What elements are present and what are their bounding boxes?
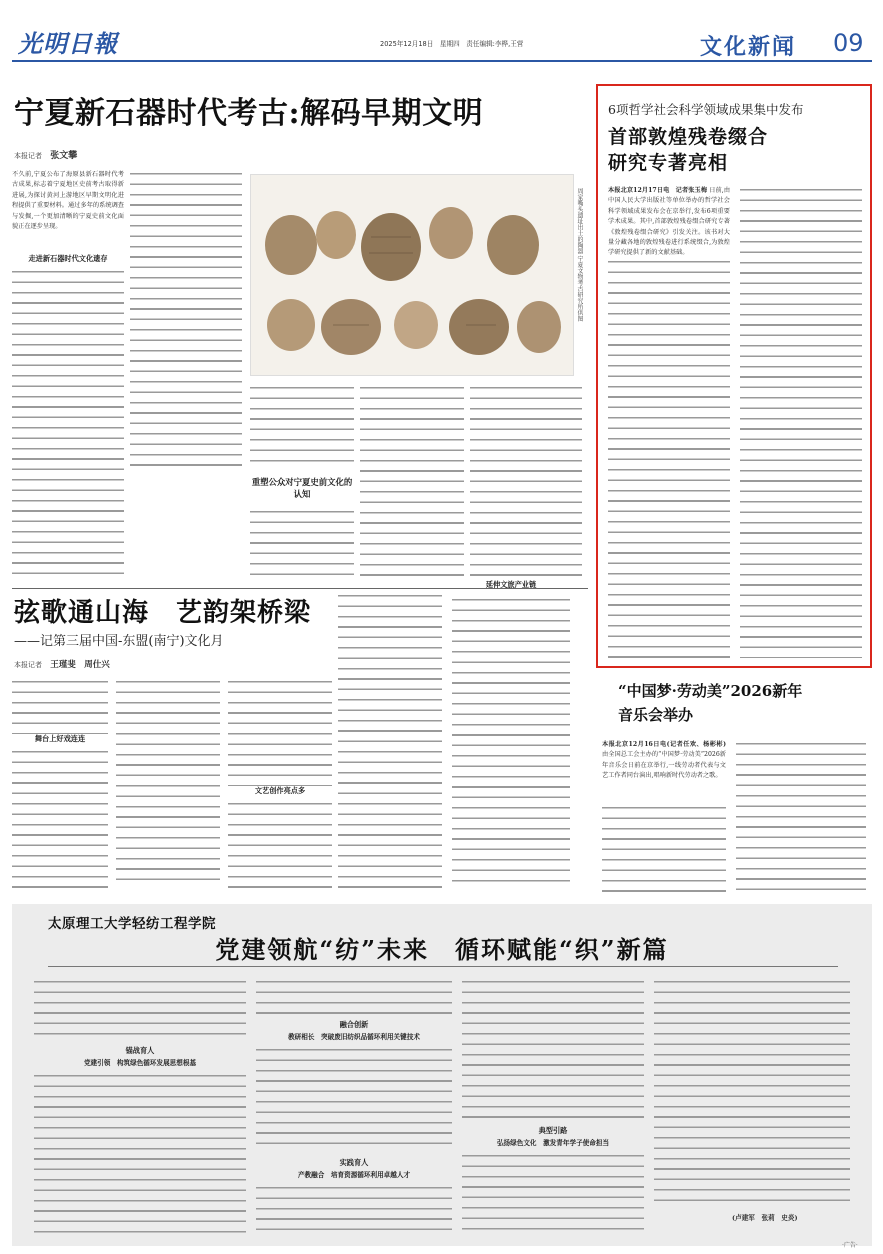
subhead-industry: 延伸文旅产业链 [485,580,537,589]
article-new-year-concert [598,680,872,894]
ad-section1-subtitle: 党建引领 构筑绿色循环发展思想根基 [83,1059,197,1067]
article-headline: 宁夏新石器时代考古:解码早期文明 [14,96,484,131]
body-text-col1a [12,678,108,734]
body-text-col2 [736,740,866,892]
ad-section3-title: 实践育人 [339,1158,369,1167]
byline-name: 张文攀 [50,151,78,161]
ad-body-col2a [256,978,452,1018]
subhead-stage: 舞台上好戏连连 [34,734,86,743]
body-text-col1 [602,804,726,892]
ad-body-col4 [654,978,850,1210]
body-text-col3b [250,508,354,580]
subhead-neolithic-remains: 走进新石器时代文化遗存 [28,254,108,263]
body-text-col4 [338,592,442,888]
ad-section3-subtitle: 产教融合 培育资源循环利用卓越人才 [297,1171,411,1179]
ad-rule [48,966,838,967]
page-number: 09 [833,29,864,57]
pottery-illustration [251,175,573,375]
article-headline-line1: 首部敦煌残卷缀合 [608,126,769,148]
body-text-col1 [608,258,730,658]
byline [14,148,77,161]
dateline: 本报北京12月17日电 记者张玉梅 [608,187,708,194]
body-text-col5 [470,384,582,580]
article-china-asean [12,580,588,894]
body-text-col4 [360,384,464,580]
body-text-col3 [250,384,354,464]
article-headline-line1: “中国梦·劳动美”2026新年 [618,682,803,700]
pottery-photo [250,174,574,376]
body-text-col2 [130,170,242,472]
ad-section4-title: 典型引路 [538,1126,568,1135]
body-text-col2 [740,186,862,658]
article-body: 日前,由中国人民大学出版社等单位举办的哲学社会科学领域成果发布会在京举行,发布6项重要学术成果。其中,首部敦煌残卷缀合研究专著《敦煌残卷缀合研究》引发关注。该书对大量分藏各地的敦煌残卷进行系统缀合,为敦煌学研究提供了新的文献基础。 [608,187,730,256]
body-text-col2 [116,678,220,888]
body-text-col3b [228,800,332,888]
newspaper-logo: 光明日報 [18,29,118,58]
ad-body-col3a [462,978,644,1118]
byline [14,658,110,670]
article-headline: 弦歌通山海 艺韵架桥梁 [14,598,312,628]
article-dunhuang-highlight [596,84,872,668]
article-headline-line2: 音乐会举办 [618,706,694,724]
article-subtitle: ——记第三届中国-东盟(南宁)文化月 [14,634,224,649]
subhead-public-perception: 重塑公众对宁夏史前文化的认知 [251,477,353,499]
body-text-col5 [452,596,570,888]
article-ningxia-archaeology [12,78,582,583]
ad-section1-title: 锚战育人 [125,1046,155,1055]
body-text-col1 [12,268,124,578]
dateline: 本报北京12月16日电(记者任欢、杨彬彬) [602,741,726,748]
byline-label: 本报记者 [14,661,42,669]
ad-body-col1b [34,1072,246,1238]
ad-section2-subtitle: 教研相长 突破废旧纺织品循环利用关键技术 [288,1033,420,1041]
date-line: 2025年12月18日 星期四 责任编辑:李桦,王营 [380,40,524,48]
ad-body-col3b [462,1152,644,1238]
body-text-col1b [12,748,108,888]
masthead [0,0,883,60]
ad-mark: ·广告· [842,1242,858,1249]
article-lead: 不久前,宁夏公布了海原县新石器时代考古成果,标志着宁夏地区史前考古取得新进展,为探讨黄河上游地区早期文明化进程提供了重要材料。通过多年的系统调查与发掘,一个更加清晰的宁夏史前文化面貌正在逐步呈现。 [12,171,124,231]
masthead-rule [12,60,872,62]
article-dateline-body [608,186,730,256]
article-body: 由全国总工会主办的“中国梦·劳动美”2026新年音乐会日前在京举行,一线劳动者代表与文艺工作者同台演出,唱响新时代劳动者之歌。 [602,751,726,780]
photo-caption: 周家嘴头遗址出土的陶器 宁夏文物考古研究所供图 [576,188,583,322]
body-text-col3a [228,678,332,786]
byline-names: 王瑾斐 周仕兴 [50,660,110,670]
article-kicker: 6项哲学社会科学领域成果集中发布 [608,102,804,117]
article-headline-line2: 研究专著亮相 [608,152,729,174]
ad-section4-subtitle: 弘扬绿色文化 激发青年学子使命担当 [496,1139,610,1147]
ad-signature: (卢建军 张莉 史炎) [732,1214,798,1222]
ad-headline: 党建领航“纺”未来 循环赋能“织”新篇 [215,935,669,964]
ad-section2-title: 融合创新 [339,1020,369,1029]
ad-body-col1a [34,978,246,1038]
subhead-creation: 文艺创作亮点多 [254,786,306,795]
advertorial-taiyuan-tech [12,904,872,1246]
ad-body-col2b [256,1046,452,1150]
section-title: 文化新闻 [700,34,797,60]
byline-label: 本报记者 [14,152,42,160]
ad-body-col2c [256,1184,452,1238]
article-dateline-body [602,740,726,802]
ad-org-title: 太原理工大学轻纺工程学院 [48,916,216,932]
